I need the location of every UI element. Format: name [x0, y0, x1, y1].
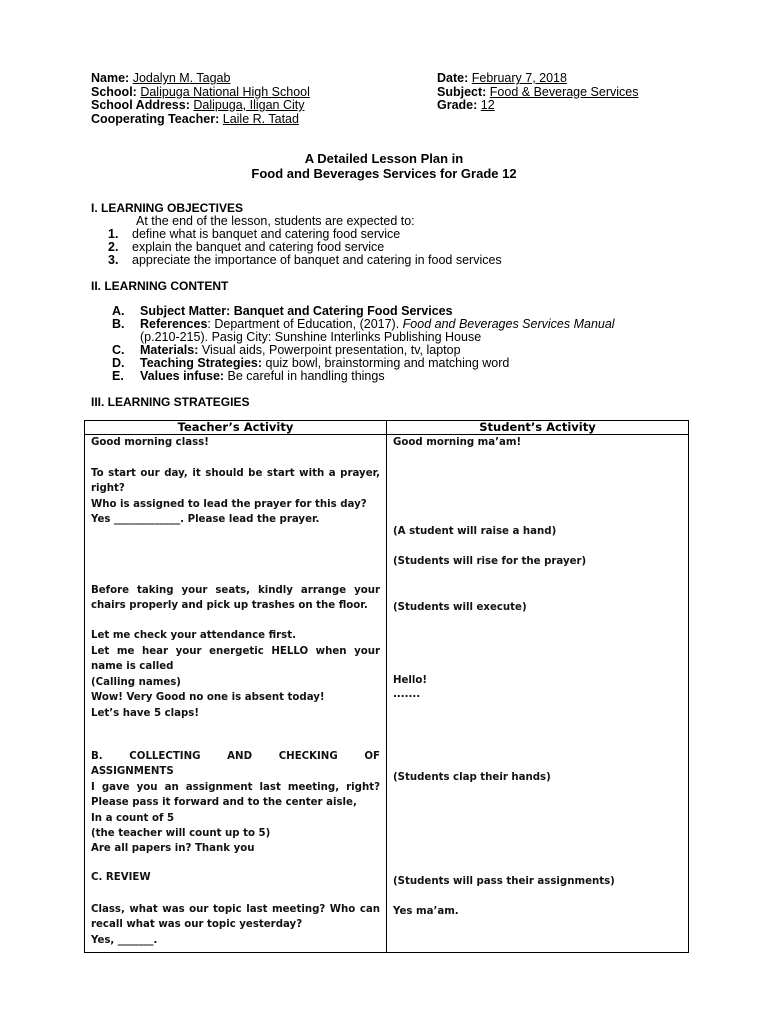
title-line-1: A Detailed Lesson Plan in: [304, 151, 464, 166]
name-value: Jodalyn M. Tagab: [132, 71, 231, 85]
teacher-column-header: Teacher’s Activity: [85, 421, 387, 435]
teacher-line: Yes _____________. Please lead the prayer.: [91, 514, 320, 525]
student-line: (Students will execute): [393, 602, 527, 613]
teacher-line: C. REVIEW: [91, 872, 151, 883]
name-label: Name:: [91, 71, 130, 85]
student-line: (Students will pass their assignments): [393, 876, 615, 887]
teacher-line: Before taking your seats, kindly arrange your: [91, 585, 380, 596]
content-heading: II. LEARNING CONTENT: [91, 279, 229, 293]
teacher-line: recall what was our topic yesterday?: [91, 919, 303, 930]
content-item-a: A. Subject Matter: Banquet and Catering Food Services: [112, 304, 453, 318]
coop-teacher-label: Cooperating Teacher:: [91, 111, 220, 126]
teacher-line: Yes, _______.: [91, 935, 158, 946]
grade-label: Grade:: [437, 98, 478, 112]
teacher-line: ASSIGNMENTS: [91, 766, 174, 777]
teacher-line: To start our day, it should be start with a prayer,: [91, 468, 380, 479]
objective-item: 3. appreciate the importance of banquet and catering in food services: [108, 253, 502, 267]
title-line-2: Food and Beverages Services for Grade 12: [251, 166, 517, 181]
student-activity-cell: [387, 435, 689, 953]
content-item-e: E. Values infuse: Be careful in handling things: [112, 369, 385, 383]
objectives-heading: I. LEARNING OBJECTIVES: [91, 201, 244, 215]
address-value: Dalipuga, Iligan City: [193, 98, 305, 112]
grade-value: 12: [480, 98, 495, 112]
teacher-line: Let me hear your energetic HELLO when your: [91, 646, 380, 657]
address-label: School Address:: [91, 98, 190, 112]
strategies-table: [84, 420, 689, 953]
objectives-list: [108, 228, 502, 267]
student-line: Good morning ma’am!: [393, 437, 522, 448]
student-line: Yes ma’am.: [393, 906, 459, 917]
subject-value: Food & Beverage Services: [489, 84, 639, 99]
strategies-heading: III. LEARNING STRATEGIES: [91, 395, 250, 409]
school-value: Dalipuga National High School: [140, 84, 310, 99]
content-item-b-continued: (p.210-215). Pasig City: Sunshine Interlinks Publishing House: [140, 330, 482, 344]
teacher-line: (Calling names): [91, 677, 181, 688]
student-column-header: Student’s Activity: [387, 421, 689, 435]
teacher-activity-cell: [85, 435, 387, 953]
teacher-line: Let me check your attendance first.: [91, 630, 296, 641]
objective-item: 2. explain the banquet and catering food service: [108, 240, 385, 254]
teacher-line: Wow! Very Good no one is absent today!: [91, 692, 325, 703]
teacher-line: chairs properly and pick up trashes on the floor.: [91, 600, 368, 611]
teacher-line: Class, what was our topic last meeting? Who can: [91, 904, 380, 915]
school-label: School:: [91, 84, 137, 99]
content-item-c: C. Materials: Visual aids, Powerpoint presentation, tv, laptop: [112, 343, 461, 357]
student-line: Hello!: [393, 675, 428, 686]
header-right: [437, 72, 639, 113]
objective-item: 1. define what is banquet and catering food service: [108, 227, 401, 241]
teacher-line: B. COLLECTING AND CHECKING OF: [91, 751, 380, 762]
teacher-line: Let’s have 5 claps!: [91, 708, 200, 719]
content-item-d: D. Teaching Strategies: quiz bowl, brainstorming and matching word: [112, 356, 510, 370]
teacher-line: I gave you an assignment last meeting, right?: [91, 782, 380, 793]
teacher-line: (the teacher will count up to 5): [91, 828, 271, 839]
student-line: (A student will raise a hand): [393, 526, 557, 537]
date-label: Date:: [437, 71, 469, 85]
student-line: (Students clap their hands): [393, 772, 551, 783]
teacher-line: Who is assigned to lead the prayer for this day?: [91, 499, 367, 510]
content-item-b: B. References: Department of Education, (2017). Food and Beverages Services Manual: [112, 317, 615, 331]
teacher-line: right?: [91, 483, 125, 494]
student-line: .......: [393, 689, 421, 700]
header-left: [91, 72, 310, 126]
content-list: [112, 305, 615, 383]
teacher-line: Are all papers in? Thank you: [91, 843, 255, 854]
coop-teacher-value: Laile R. Tatad: [222, 111, 299, 126]
objectives-intro: At the end of the lesson, students are expected to:: [136, 214, 415, 228]
teacher-line: Please pass it forward and to the center aisle,: [91, 797, 357, 808]
date-value: February 7, 2018: [471, 71, 567, 85]
subject-label: Subject:: [437, 84, 487, 99]
teacher-line: Good morning class!: [91, 437, 209, 448]
teacher-line: In a count of 5: [91, 813, 175, 824]
student-line: (Students will rise for the prayer): [393, 556, 587, 567]
teacher-line: name is called: [91, 661, 174, 672]
